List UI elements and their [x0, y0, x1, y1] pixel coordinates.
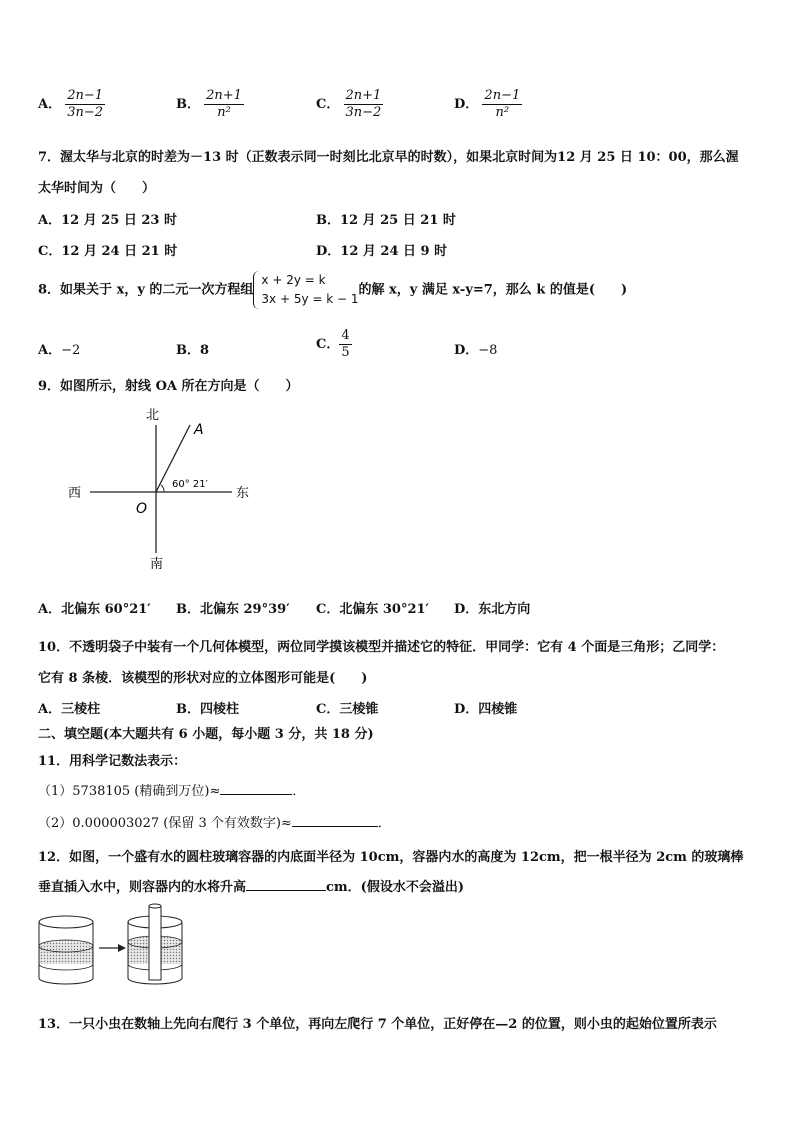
- answer-blank[interactable]: [292, 814, 378, 827]
- q8-option-d: [454, 339, 497, 358]
- q12-line2-start: 垂直插入水中，则容器内的水将升高: [38, 880, 247, 895]
- q11-stem: 11．用科学记数法表示：: [38, 754, 187, 769]
- q12-line2-end: cm．(假设水不会溢出): [326, 880, 464, 895]
- q10-option-b: B．四棱柱: [176, 702, 239, 717]
- option-label: B．: [176, 97, 200, 112]
- brace: [253, 271, 260, 309]
- fraction: [482, 88, 522, 121]
- option-label: C．: [316, 97, 340, 112]
- numerator: 2n+1: [345, 88, 382, 103]
- north-label: 北: [146, 408, 160, 423]
- east-label: 东: [236, 486, 250, 501]
- q9-option-c: C．北偏东 30°21′: [316, 602, 429, 617]
- option-value: −8: [478, 343, 498, 358]
- q6-option-d: [454, 88, 522, 121]
- angle-label: 60° 21′: [172, 479, 208, 490]
- q8-prefix: 8．如果关于 x，y 的二元一次方程组: [38, 282, 254, 298]
- option-label: D．: [454, 343, 479, 358]
- cylinder-after: [128, 904, 182, 984]
- west-label: 西: [68, 486, 82, 501]
- fraction: [65, 88, 105, 121]
- equation-2: 3x + 5y = k − 1: [261, 292, 359, 306]
- section-heading: 二、填空题(本大题共有 6 小题，每小题 3 分，共 18 分): [38, 727, 374, 742]
- option-label: C．: [316, 337, 340, 352]
- q10-stem-line2: 它有 8 条棱．该模型的形状对应的立体图形可能是( ): [38, 671, 368, 686]
- south-label: 南: [150, 557, 164, 572]
- q9-option-d: D．东北方向: [454, 602, 531, 617]
- q8-option-a: [38, 339, 80, 358]
- denominator: 3n−2: [345, 105, 382, 120]
- origin-label: O: [136, 501, 148, 517]
- answer-blank[interactable]: [246, 878, 326, 891]
- denominator: 5: [341, 345, 350, 360]
- denominator: n²: [495, 105, 510, 120]
- q13-stem-line1: 13．一只小虫在数轴上先向右爬行 3 个单位，再向左爬行 7 个单位，正好停在—2 的位置，则小虫的起始位置所表示: [38, 1017, 717, 1032]
- glass-rod: [149, 906, 161, 980]
- q8-option-b: [176, 339, 209, 358]
- q9-stem: 9．如图所示，射线 OA 所在方向是（ ）: [38, 379, 299, 394]
- q11-item-2: （2）0.000003027 (保留 3 个有效数字)≈ ．: [38, 816, 391, 831]
- numerator: 2n+1: [206, 88, 242, 103]
- q9-option-b: B．北偏东 29°39′: [176, 602, 290, 617]
- answer-blank[interactable]: [220, 782, 292, 795]
- fraction: [339, 328, 351, 361]
- q11-item-1: （1）5738105 (精确到万位)≈ ．: [38, 784, 306, 799]
- ray-end-label: A: [194, 422, 204, 438]
- q7-stem-line2: 太华时间为（ ）: [38, 181, 156, 196]
- q10-option-a: A．三棱柱: [38, 702, 101, 717]
- option-value: −2: [61, 343, 81, 358]
- option-label: A．: [38, 97, 62, 112]
- q10-option-d: D．四棱锥: [454, 702, 518, 717]
- numerator: 4: [341, 328, 350, 343]
- q7-option-d: D．12 月 24 日 9 时: [316, 244, 448, 259]
- q11-item-1-text: （1）5738105 (精确到万位)≈: [38, 784, 221, 799]
- q12-stem-line2: [38, 876, 464, 895]
- compass-figure: [60, 403, 270, 578]
- option-label: A．: [38, 343, 62, 358]
- q6-option-b: [176, 88, 244, 121]
- option-label: B．: [176, 343, 200, 358]
- q7-option-c: C．12 月 24 日 21 时: [38, 244, 178, 259]
- fraction: [204, 88, 244, 121]
- cylinder-top: [39, 916, 93, 928]
- q10-stem-line1: 10．不透明袋子中装有一个几何体模型，两位同学摸该模型并描述它的特征．甲同学：它有 4 个面是三角形；乙同学：: [38, 640, 725, 655]
- fraction: [344, 88, 384, 121]
- q8-stem: [38, 271, 627, 309]
- q11-item-2-text: （2）0.000003027 (保留 3 个有效数字)≈: [38, 816, 292, 831]
- cylinder-before: [39, 916, 93, 984]
- cylinder-bottom: [39, 978, 93, 984]
- water-bottom-edge: [39, 964, 93, 970]
- q12-stem-line1: 12．如图，一个盛有水的圆柱玻璃容器的内底面半径为 10cm，容器内水的高度为 12cm，把一根半径为 2cm 的玻璃棒: [38, 850, 744, 865]
- angle-arc: [161, 485, 164, 492]
- option-label: D．: [454, 97, 479, 112]
- denominator: 3n−2: [67, 105, 104, 120]
- glass-rod-top: [149, 904, 161, 908]
- q9-option-a: A．北偏东 60°21′: [38, 602, 151, 617]
- q10-option-c: C．三棱锥: [316, 702, 379, 717]
- option-value: 8: [200, 343, 210, 358]
- q7-option-a: A．12 月 25 日 23 时: [38, 213, 177, 228]
- equation-1: x + 2y = k: [261, 273, 326, 287]
- cylinder-figure: [34, 900, 234, 992]
- q6-option-a: [38, 88, 105, 121]
- water-surface: [39, 940, 93, 952]
- denominator: n²: [217, 105, 231, 120]
- numerator: 2n−1: [67, 88, 104, 103]
- arrow-icon: [99, 944, 126, 952]
- numerator: 2n−1: [484, 88, 521, 103]
- q7-stem-line1: 7．渥太华与北京的时差为－13 时（正数表示同一时刻比北京早的时数），如果北京时间为12 月 25 日 10：00，那么渥: [38, 150, 739, 165]
- q8-suffix: 的解 x，y 满足 x-y=7，那么 k 的值是( ): [358, 282, 628, 298]
- q7-option-b: B．12 月 25 日 21 时: [316, 213, 456, 228]
- q8-option-c: [316, 328, 352, 361]
- equation-system: [253, 271, 358, 309]
- q6-option-c: [316, 88, 383, 121]
